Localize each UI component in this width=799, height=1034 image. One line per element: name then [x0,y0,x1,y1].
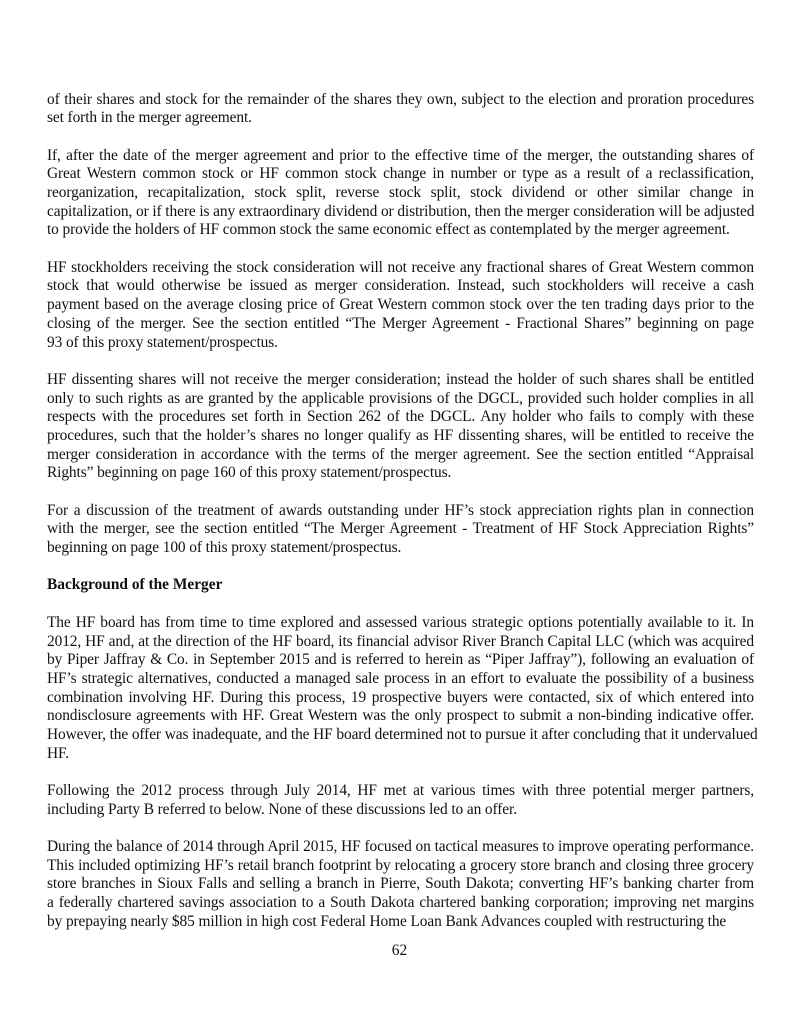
text-line: However, the offer was inadequate, and the HF board determined not to pursue it after concluding that it undervalued [47,725,758,743]
text-line: procedures, such that the holder’s shares no longer qualify as HF dissenting shares, will be entitled to receive the [47,426,754,444]
paragraph [47,838,754,931]
text-line: reorganization, recapitalization, stock split, reverse stock split, stock dividend or other similar change in [47,184,754,202]
page-body [47,90,758,951]
text-line: HF’s strategic alternatives, conducted a managed sale process in an effort to evaluate the possibility of a business [47,669,754,687]
text-line: For a discussion of the treatment of awards outstanding under HF’s stock appreciation rights plan in connection [47,501,754,519]
paragraph [47,502,754,558]
text-line: including Party B referred to below. None of these discussions led to an offer. [47,800,517,818]
text-line: During the balance of 2014 through April 2015, HF focused on tactical measures to improve operating performance. [47,838,754,856]
text-line: 93 of this proxy statement/prospectus. [47,333,278,351]
paragraphs-after-heading [47,613,758,932]
paragraph [47,782,754,819]
text-line: beginning on page 100 of this proxy statement/prospectus. [47,539,402,557]
paragraph [47,371,754,483]
paragraph [47,147,754,240]
text-line: If, after the date of the merger agreement and prior to the effective time of the merger, the outstanding shares of [47,146,754,164]
paragraph [47,259,754,352]
text-line: capitalization, or if there is any extraordinary dividend or distribution, then the merger consideration will be adjusted [47,202,755,220]
text-line: Great Western common stock or HF common stock change in number or type as a result of a reclassification, [47,165,754,183]
text-line: merger consideration in accordance with the terms of the merger agreement. See the section entitled “Appraisal [47,445,754,463]
text-line: The HF board has from time to time explored and assessed various strategic options potentially available to it. In [47,613,754,631]
text-line: stock that would otherwise be issued as merger consideration. Instead, such stockholders will receive a cash [47,277,754,295]
text-line: only to such rights as are granted by the applicable provisions of the DGCL, provided such holder complies in all [47,389,754,407]
text-line: set forth in the merger agreement. [47,109,252,127]
text-line: HF dissenting shares will not receive the merger consideration; instead the holder of such shares shall be entitled [47,370,754,388]
text-line: payment based on the average closing price of Great Western common stock over the ten trading days prior to the [47,296,754,314]
page-number: 62 [391,941,408,959]
text-line: 2012, HF and, at the direction of the HF board, its financial advisor River Branch Capital LLC (which was acquired [47,632,754,650]
text-line: of their shares and stock for the remainder of the shares they own, subject to the election and proration procedures [47,90,754,108]
paragraph [47,613,758,764]
text-line: HF. [47,744,69,762]
text-line: closing of the merger. See the section entitled “The Merger Agreement - Fractional Shares” beginning on page [47,314,754,332]
text-line: respects with the procedures set forth in Section 262 of the DGCL. Any holder who fails to comply with these [47,408,754,426]
text-line: nondisclosure agreements with HF. Great Western was the only prospect to submit a non-binding indicative offer. [47,707,754,725]
text-line: with the merger, see the section entitled “The Merger Agreement - Treatment of HF Stock Appreciation Rights” [47,520,754,538]
text-line: to provide the holders of HF common stock the same economic effect as contemplated by the merger agreement. [47,221,730,239]
text-line: Rights” beginning on page 160 of this proxy statement/prospectus. [47,464,452,482]
text-line: Following the 2012 process through July 2014, HF met at various times with three potential merger partners, [47,782,754,800]
text-line: by Piper Jaffray & Co. in September 2015 and is referred to herein as “Piper Jaffray”), following an evaluation of [47,651,754,669]
text-line: a federally chartered savings association to a South Dakota chartered banking corporation; improving net margins [47,894,754,912]
text-line: by prepaying nearly $85 million in high cost Federal Home Loan Bank Advances coupled with restructuring the [47,912,727,930]
section-heading: Background of the Merger [47,576,223,594]
text-line: store branches in Sioux Falls and selling a branch in Pierre, South Dakota; converting HF’s banking charter from [47,875,754,893]
paragraphs-before-heading [47,91,754,558]
paragraph [47,91,754,128]
text-line: This included optimizing HF’s retail branch footprint by relocating a grocery store branch and closing three grocery [47,856,754,874]
text-line: HF stockholders receiving the stock consideration will not receive any fractional shares of Great Western common [47,258,754,276]
text-line: combination involving HF. During this process, 19 prospective buyers were contacted, six of which entered into [47,688,754,706]
